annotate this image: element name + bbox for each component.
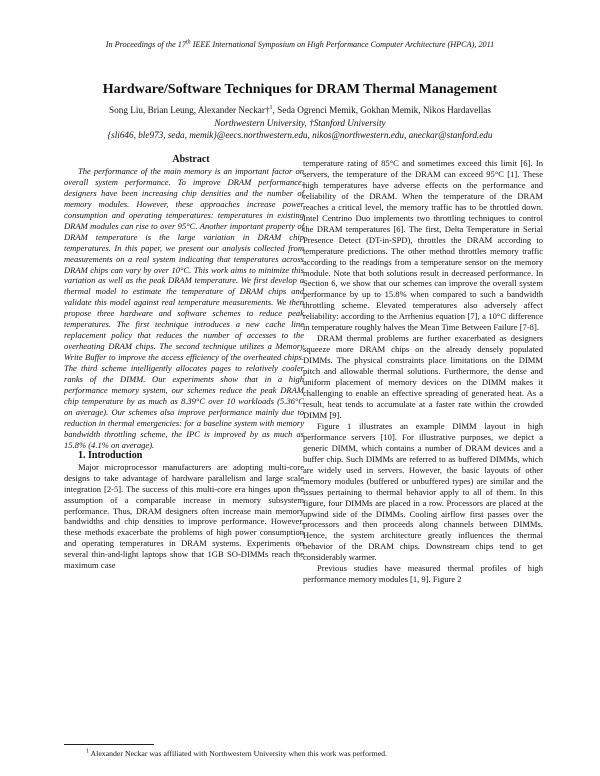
abstract-text: The performance of the main memory is an important factor on overall system performance. To improve DRAM performance, designers have been increasing chip densities and the number of memory modules. However, these approaches increase power consumption and operating temperatures: temperatures in existing DRAM modules can rise to over 95°C. Another important property of DRAM temperature is the large variation in DRAM chip temperatures. In this paper, we present our analysis collected from measurements on a real system indicating that temperatures across DRAM chips can vary by over 10°C. This work aims to minimize this variation as well as the peak DRAM temperature. We first develop a thermal model to estimate the temperature of DRAM chips and validate this model against real temperature measurements. We then propose three hardware and software schemes to reduce peak temperatures. The first technique introduces a new cache line replacement policy that reduces the number of accesses to the overheating DRAM chips. The second technique utilizes a Memory Write Buffer to improve the access efficiency of the overheated chips. The third scheme intelligently allocates pages to relatively cooler ranks of the DIMM. Our experiments show that in a high performance memory system, our schemes reduce the peak DRAM chip temperature by as much as 8.39°C over 10 workloads (5.36°C on average). Our schemes also improve performance mainly due to reduction in thermal emergencies: for a baseline system with memory bandwidth throttling scheme, the IPC is improved by as much as 15.8% (4.1% on average). — [64, 165, 304, 450]
author-names-part-a: Song Liu, Brian Leung, Alexander Neckar — [109, 105, 265, 115]
paper-title: Hardware/Software Techniques for DRAM Thermal Management — [102, 82, 498, 97]
author-footnote-mark: 1 — [269, 104, 273, 111]
author-emails: {sli646, ble973, seda, memik}@eecs.northwestern.edu, nikos@northwestern.edu, aneckar@stanford.edu — [107, 130, 493, 140]
proceedings-prefix: In Proceedings of the 17 — [105, 40, 186, 49]
left-column — [64, 155, 304, 571]
intro-paragraph-2: DRAM thermal problems are further exacerbated as designers squeeze more DRAM chips on the already densely populated DIMMs. The physical constraints place limitations on the DIMM pitch and allowable thermal solutions. Furthermore, the dense and uniform placement of memory devices on the DIMM makes it challenging to enable an effective spreading of generated heat. As a result, heat tends to accumulate at a faster rate within the crowded DIMM [9]. — [303, 333, 543, 420]
right-column — [303, 158, 543, 585]
proceedings-ordinal: th — [185, 39, 191, 46]
proceedings-header — [0, 40, 600, 49]
author-affiliation: Northwestern University, †Stanford University — [214, 117, 386, 128]
abstract-heading: Abstract — [172, 154, 210, 165]
footnote-marker: 1 — [86, 748, 89, 755]
footnote-text: Alexander Neckar was affiliated with Northwestern University when this work was performed. — [89, 749, 387, 758]
intro-paragraph-3: Figure 1 illustrates an example DIMM layout in high performance servers [10]. For illustrative purposes, we depict a generic DIMM, which contains a number of DRAM devices and a buffer chip. Such DIMMs are referred to as buffered DIMMs, which are widely used in servers. However, the basic layouts of other memory modules (buffered or unbuffered types) are similar and the issues pertaining to thermal behavior apply to all of them. In this figure, four DIMMs are placed in a row. Processors are placed at the upwind side of the DIMMs. Cooling airflow first passes over the processors and then proceeds along channels between DIMMs. Hence, the system architecture greatly influences the thermal behavior of the DRAM chips. Downstream chips tend to get considerably warmer. — [303, 420, 543, 563]
author-block — [0, 104, 600, 142]
intro-paragraph-1: Major microprocessor manufacturers are adopting multi-core designs to take advantage of hardware parallelism and large scale integration [2-5]. The success of this multi-core era hinges upon the assumption of a comparable increase in memory subsystem performance. Thus, DRAM designers often increase main memory bandwidths and chip densities to improve performance. However, these methods exacerbate the problems of high power consumption and operating temperatures in DRAM systems. Experiments on several thin-and-light laptops show that 1GB SO-DIMMs reach the maximum case — [64, 461, 304, 571]
author-names-part-b: , Seda Ogrenci Memik, Gokhan Memik, Nikos Hardavellas — [272, 105, 491, 115]
author-names — [0, 104, 600, 117]
intro-paragraph-4: Previous studies have measured thermal profiles of high performance memory modules [1, 9]. Figure 2 — [303, 563, 543, 585]
footnote-divider — [64, 744, 154, 745]
proceedings-suffix: IEEE International Symposium on High Performance Computer Architecture (HPCA), 2011 — [190, 40, 495, 49]
footnote — [64, 749, 544, 758]
author-affil-mark: † — [264, 105, 270, 115]
introduction-heading: 1. Introduction — [78, 449, 143, 461]
intro-paragraph-1-continued: temperature rating of 85°C and sometimes exceed this limit [6]. In servers, the temperature of the DRAM can exceed 95°C [1]. These high temperatures have adverse effects on the performance and reliability of the DRAM. When the temperature of the DRAM reaches a critical level, the memory traffic has to be throttled down. Intel Centrino Duo implements two throttling techniques to control the DRAM temperatures [6]. The first, Delta Temperature in Serial Presence Detect (DT-in-SPD), throttles the DRAM according to temperature predictions. The other method throttles memory traffic according to the readings from a temperature sensor on the memory module. Note that both solutions result in decreased performance. In Section 6, we show that our schemes can improve the overall system performance by up to 15.8% when compared to such a bandwidth throttling scheme. Elevated temperatures also adversely affect reliability: according to the Arrhenius equation [7], a 10°C difference in temperature roughly halves the Mean Time Between Failure [7-8]. — [303, 158, 543, 333]
